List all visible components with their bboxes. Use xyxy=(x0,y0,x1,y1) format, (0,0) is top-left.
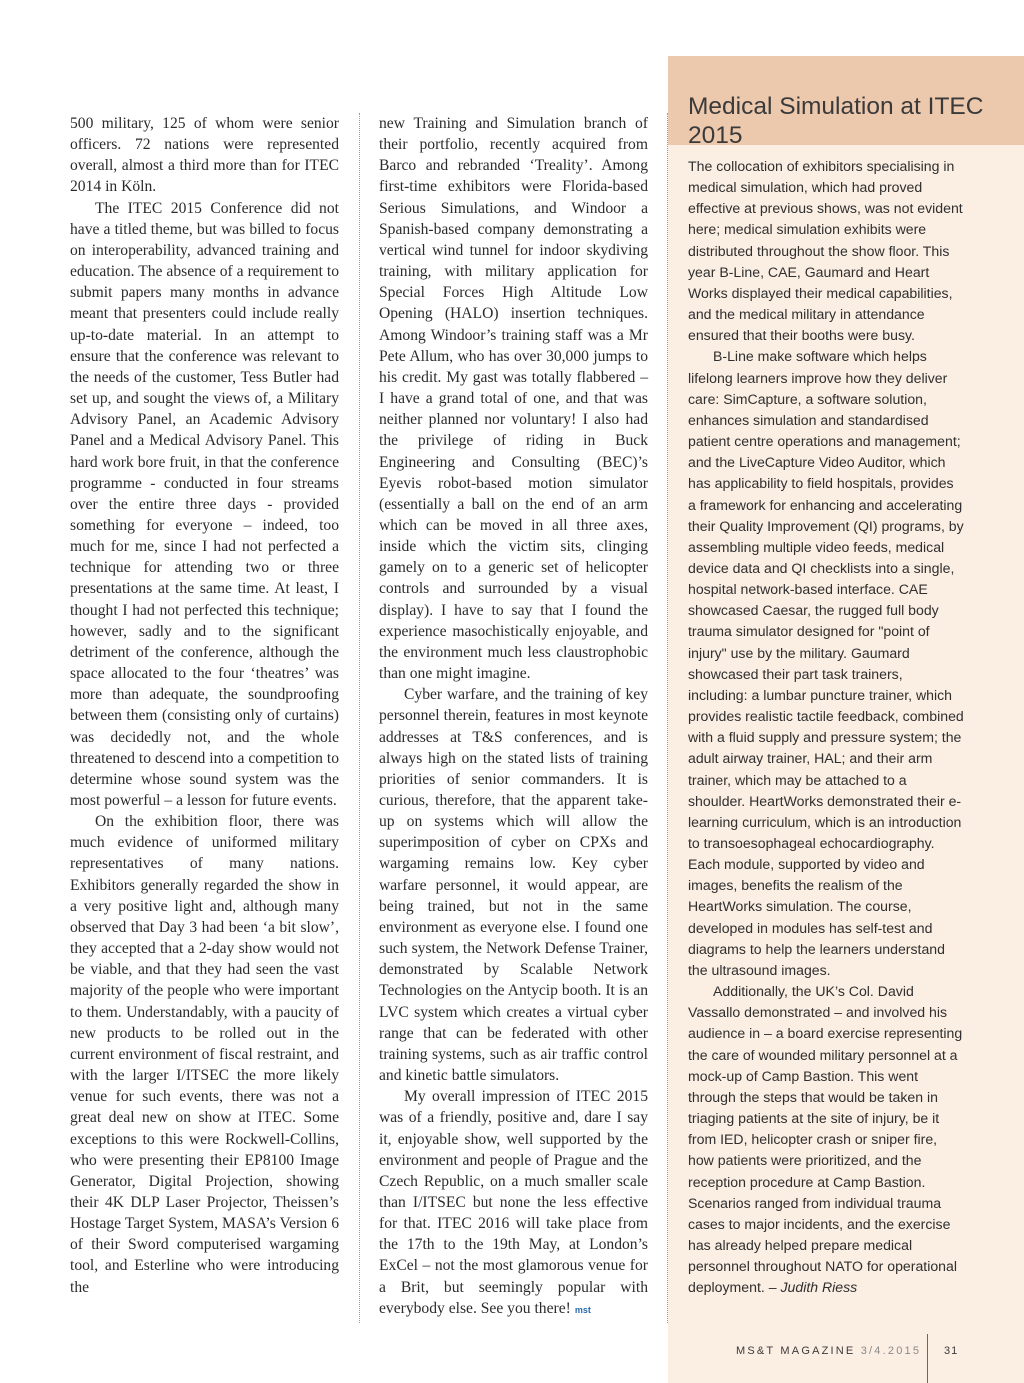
article-paragraph: The ITEC 2015 Conference did not have a titled theme, but was billed to focus on interoperability, advanced training and education. The absence of a requirement to submit papers many months in advance meant that presenters could include really up-to-date material. In an attempt to ensure that the conference was relevant to the needs of the customer, Tess Butler had set up, and sought the views of, a Military Advisory Panel, an Academic Advisory Panel and a Medical Advisory Panel. This hard work bore fruit, in that the conference programme - conducted in four streams over the entire three days - provided something for everyone – indeed, too much for me, since I had not perfected a technique for attending two or three presentations at the same time. At least, I thought I had not perfected this technique; however, sadly and to the significant detriment of the conference, although the space allocated to the four ‘theatres’ was more than adequate, the soundproofing between them (consisting only of curtains) was decidedly not, and the whole threatened to descend into a competition to determine whose sound system was the most powerful – a lesson for future events. xyxy=(70,199,339,809)
issue-number: 3/4.2015 xyxy=(860,1345,922,1357)
column-divider xyxy=(359,113,360,1323)
sidebar-title: Medical Simulation at ITEC 2015 xyxy=(688,93,984,150)
article-paragraph xyxy=(379,1086,648,1321)
article-paragraph: Cyber warfare, and the training of key personnel therein, features in most keynote addresses at T&S conferences, and is always high on the stated lists of training priorities of senior commanders. It is curious, therefore, that the apparent take-up on systems which will allow the superimposition of cyber on CPXs and wargaming remains low. Key cyber warfare personnel, it would appear, are being trained, but not in the same environment as everyone else. I found one such system, the Network Defense Trainer, demonstrated by Scalable Network Technologies on the Antycip booth. It is an LVC system which creates a virtual cyber range that can be federated with other training systems, such as air traffic control and kinetic battle simulators. xyxy=(379,686,648,1085)
sidebar-paragraph: B-Line make software which helps lifelong learners improve how they deliver care: SimCapture, a software solution, enhances simulation and standardised patient centre operations and management; and the LiveCapture Video Auditor, which has applicability to field hospitals, provides a framework for enhancing and accelerating their Quality Improvement (QI) programs, by assembling multiple video feeds, medical device data and QI checklists into a single, hospital network-based interface. CAE showcased Caesar, the rugged full body trauma simulator designed for "point of injury" use by the military. Gaumard showcased their part task trainers, including: a lumbar puncture trainer, which provides realistic tactile feedback, combined with a fluid supply and pressure system; the adult airway trainer, HAL; and their arm trainer, which may be attached to a shoulder. HeartWorks demonstrated their e-learning curriculum, which is an introduction to transoesophageal echocardiography. Each module, supported by video and images, benefits the realism of the HeartWorks simulation. The course, developed in modules has self-test and diagrams to help the learners understand the ultrasound images. xyxy=(688,348,964,978)
author-name: Judith Riess xyxy=(780,1279,858,1296)
article-paragraph: On the exhibition floor, there was much evidence of uniformed military representatives of many nations. Exhibitors generally regarded the show in a very positive light and, although many observed that Day 3 had been ‘a bit slow’, they accepted that a 2-day show would not be viable, and that they had seen the vast majority of the people who were important to them. Understandably, with a paucity of new products to be rolled out in the current environment of fiscal restraint, and with the larger I/ITSEC the more likely venue for such events, there was not a great deal new on show at ITEC. Some exceptions to this were Rockwell-Collins, who were presenting their EP8100 Image Generator, Digital Projection, showing their 4K DLP Laser Projector, Theissen’s Hostage Target System, MASA’s Version 6 of their Sword computerised wargaming tool, and Esterline who were introducing the xyxy=(70,813,339,1296)
article-paragraph-text: My overall impression of ITEC 2015 was of a friendly, positive and, dare I say it, enjoyable show, well supported by the environment and people of Prague and the Czech Republic, on a much smaller scale than I/ITSEC but none the less effective for that. ITEC 2016 will take place from the 17th to the 19th May, at London’s ExCel – not the most glamorous venue for a Brit, but seemingly popular with everybody else. See you there! xyxy=(379,1088,648,1317)
page-number: 31 xyxy=(944,1345,959,1357)
sidebar-header xyxy=(668,56,1024,150)
sidebar-body xyxy=(688,156,964,1298)
article-column-1 xyxy=(70,113,339,1298)
sidebar-paragraph: The collocation of exhibitors specialising in medical simulation, which had proved effective at previous shows, was not evident here; medical simulation exhibits were distributed throughout the show floor. This year B-Line, CAE, Gaumard and Heart Works displayed their medical capabilities, and the medical military in attendance ensured that their booths were busy. xyxy=(688,158,963,344)
sidebar-paragraph xyxy=(688,981,964,1298)
footer-divider xyxy=(927,1334,928,1383)
magazine-name: MS&T MAGAZINE xyxy=(736,1345,856,1357)
page-footer xyxy=(736,1345,921,1357)
article-column-2 xyxy=(379,113,648,1321)
sidebar-box xyxy=(668,56,1024,1383)
mst-end-logo: mst xyxy=(574,1304,591,1315)
article-paragraph: 500 military, 125 of whom were senior officers. 72 nations were represented overall, almost a third more than for ITEC 2014 in Köln. xyxy=(70,115,339,196)
article-paragraph: new Training and Simulation branch of their portfolio, recently acquired from Barco and rebranded ‘Treality’. Among first-time exhibitors were Florida-based Serious Simulations, and Windoor a Spanish-based company demonstrating a vertical wind tunnel for indoor skydiving training, with military application for Special Forces High Altitude Low Opening (HALO) insertion techniques. Among Windoor’s training staff was a Mr Pete Allum, who has over 30,000 jumps to his credit. My gast was totally flabbered – I have a grand total of one, and that was neither planned nor voluntary! I also had the privilege of riding in Buck Engineering and Consulting (BEC)’s Eyevis robot-based motion simulator (essentially a ball on the end of an arm which can be moved in all three axes, inside which the victim sits, clinging gamely on to a generic set of helicopter controls and surrounded by a visual display). I have to say that I found the experience masochistically enjoyable, and the environment much less claustrophobic than one might imagine. xyxy=(379,115,648,683)
sidebar-paragraph-text: Additionally, the UK’s Col. David Vassallo demonstrated – and involved his audience in – a board exercise representing the care of wounded military personnel at a mock-up of Camp Bastion. This went through the steps that would be taken in triaging patients at the site of injury, be it from IED, helicopter crash or sniper fire, how patients were prioritized, and the reception procedure at Camp Bastion. Scenarios ranged from individual trauma cases to major incidents, and the exercise has already helped prepare medical personnel throughout NATO for operational deployment. – xyxy=(688,983,963,1296)
